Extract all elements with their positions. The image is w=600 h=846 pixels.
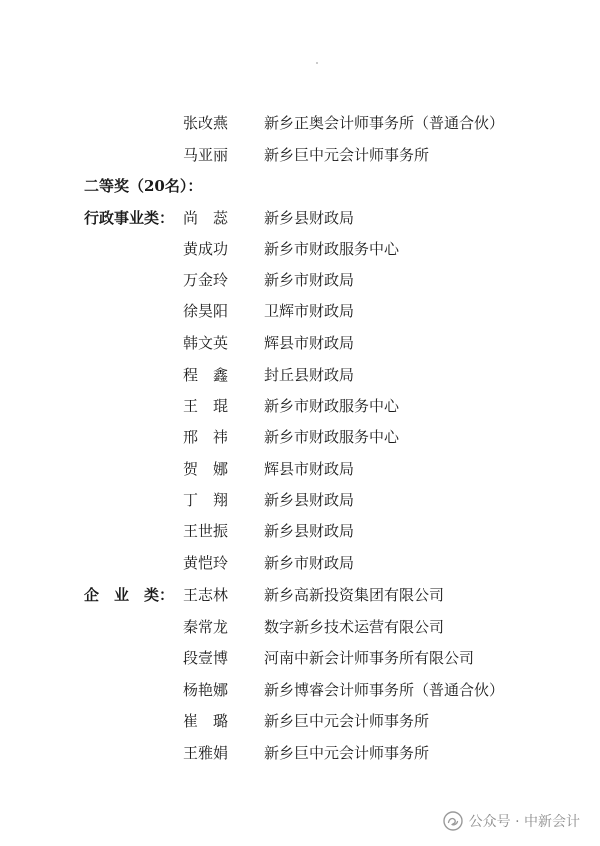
awardee-name: 徐昊阳: [183, 302, 229, 320]
awardee-org: 封丘县财政局: [264, 366, 355, 384]
awardee-name: 丁 翔: [183, 491, 229, 509]
awardee-org: 新乡县财政局: [264, 209, 355, 227]
awardee-org: 新乡巨中元会计师事务所: [264, 146, 430, 164]
awardee-org: 新乡县财政局: [264, 491, 355, 509]
awardee-org: 新乡市财政服务中心: [264, 240, 400, 258]
awardee-org: 新乡市财政局: [264, 554, 355, 572]
awardee-org: 新乡市财政服务中心: [264, 428, 400, 446]
awardee-name: 马亚丽: [183, 146, 229, 164]
awardee-name: 杨艳娜: [183, 681, 229, 699]
awardee-name: 王世振: [183, 522, 229, 540]
awardee-org: 新乡市财政服务中心: [264, 397, 400, 415]
awardee-org: 河南中新会计师事务所有限公司: [264, 649, 475, 667]
awardee-org: 卫辉市财政局: [264, 302, 355, 320]
category-label: 企 业 类：: [84, 586, 175, 604]
awardee-name: 王雅娟: [183, 744, 229, 762]
awardee-name: 段壹博: [183, 649, 229, 667]
awardee-name: 张改燕: [183, 114, 229, 132]
awardee-org: 新乡博睿会计师事务所（普通合伙）: [264, 681, 505, 699]
awardee-org: 新乡巨中元会计师事务所: [264, 712, 430, 730]
awardee-name: 万金玲: [183, 271, 229, 289]
awardee-org: 新乡巨中元会计师事务所: [264, 744, 430, 762]
awardee-name: 秦常龙: [183, 618, 229, 636]
awardee-org: 新乡县财政局: [264, 522, 355, 540]
awardee-name: 邢 祎: [183, 428, 229, 446]
awardee-org: 新乡正奥会计师事务所（普通合伙）: [264, 114, 505, 132]
awardee-org: 新乡高新投资集团有限公司: [264, 586, 445, 604]
section-heading: 二等奖（20名）：: [84, 177, 203, 195]
category-label: 行政事业类：: [84, 209, 175, 227]
awardee-name: 黄成功: [183, 240, 229, 258]
awardee-name: 黄恺玲: [183, 554, 229, 572]
wechat-icon: [443, 811, 463, 831]
awardee-name: 王志林: [183, 586, 229, 604]
scan-speck: [316, 62, 318, 64]
awardee-org: 辉县市财政局: [264, 460, 355, 478]
awardee-name: 尚 蕊: [183, 209, 229, 227]
awardee-name: 韩文英: [183, 334, 229, 352]
awardee-org: 数字新乡技术运营有限公司: [264, 618, 445, 636]
watermark: [443, 810, 580, 832]
watermark-text: 公众号 · 中新会计: [468, 814, 580, 830]
awardee-name: 崔 璐: [183, 712, 229, 730]
awardee-name: 王 琨: [183, 397, 229, 415]
awardee-org: 新乡市财政局: [264, 271, 355, 289]
awardee-org: 辉县市财政局: [264, 334, 355, 352]
awardee-name: 贺 娜: [183, 460, 229, 478]
awardee-name: 程 鑫: [183, 366, 229, 384]
